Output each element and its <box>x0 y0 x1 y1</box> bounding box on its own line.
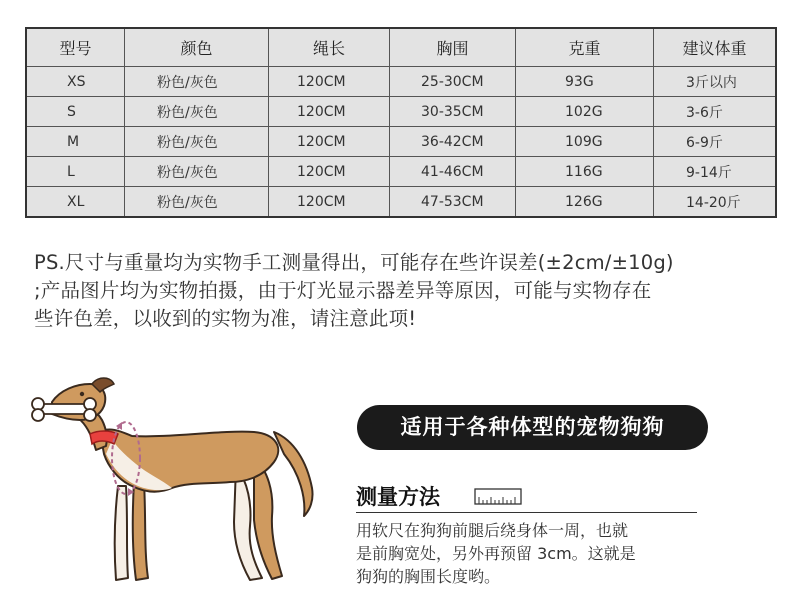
cell-color: 粉色/灰色 <box>125 97 269 127</box>
instruction-line: 狗狗的胸围长度哟。 <box>356 567 501 586</box>
cell-chest: 25-30CM <box>390 67 516 97</box>
cell-chest: 47-53CM <box>390 187 516 218</box>
table-row <box>26 127 776 157</box>
cell-weight: 116G <box>516 157 654 187</box>
cell-chest: 41-46CM <box>390 157 516 187</box>
cell-chest: 30-35CM <box>390 97 516 127</box>
ruler-icon <box>474 488 522 505</box>
cell-weight: 102G <box>516 97 654 127</box>
table-row <box>26 67 776 97</box>
header-suggested-weight: 建议体重 <box>654 28 777 67</box>
cell-suggested-weight: 6-9斤 <box>654 127 777 157</box>
measurement-note <box>34 249 779 333</box>
table-header-row <box>26 28 776 67</box>
instruction-line: 是前胸宽处，另外再预留 3cm。这就是 <box>356 544 636 563</box>
measure-title: 测量方法 <box>356 485 440 509</box>
cell-weight: 93G <box>516 67 654 97</box>
cell-model: L <box>26 157 125 187</box>
instruction-line: 用软尺在狗狗前腿后绕身体一周，也就 <box>356 521 629 540</box>
header-weight: 克重 <box>516 28 654 67</box>
cell-rope-length: 120CM <box>269 97 390 127</box>
note-line: PS.尺寸与重量均为实物手工测量得出，可能存在些许误差(±2cm/±10g) <box>34 251 674 274</box>
measure-instructions <box>356 519 716 588</box>
cell-model: XL <box>26 187 125 218</box>
header-rope-length: 绳长 <box>269 28 390 67</box>
cell-weight: 126G <box>516 187 654 218</box>
note-line: ;产品图片均为实物拍摄，由于灯光显示器差异等原因，可能与实物存在 <box>34 279 652 302</box>
cell-color: 粉色/灰色 <box>125 157 269 187</box>
note-line: 些许色差，以收到的实物为准，请注意此项! <box>34 307 417 330</box>
cell-model: M <box>26 127 125 157</box>
divider <box>356 512 697 513</box>
cell-color: 粉色/灰色 <box>125 187 269 218</box>
cell-chest: 36-42CM <box>390 127 516 157</box>
table-row <box>26 187 776 218</box>
cell-rope-length: 120CM <box>269 157 390 187</box>
cell-rope-length: 120CM <box>269 67 390 97</box>
cell-suggested-weight: 14-20斤 <box>654 187 777 218</box>
header-chest: 胸围 <box>390 28 516 67</box>
cell-weight: 109G <box>516 127 654 157</box>
cell-suggested-weight: 3-6斤 <box>654 97 777 127</box>
usage-banner: 适用于各种体型的宠物狗狗 <box>357 405 708 450</box>
table-row <box>26 157 776 187</box>
dog-illustration <box>22 370 342 593</box>
cell-rope-length: 120CM <box>269 127 390 157</box>
header-model: 型号 <box>26 28 125 67</box>
table-row <box>26 97 776 127</box>
cell-color: 粉色/灰色 <box>125 127 269 157</box>
cell-suggested-weight: 3斤以内 <box>654 67 777 97</box>
cell-suggested-weight: 9-14斤 <box>654 157 777 187</box>
size-table <box>25 27 777 218</box>
cell-color: 粉色/灰色 <box>125 67 269 97</box>
cell-model: XS <box>26 67 125 97</box>
cell-rope-length: 120CM <box>269 187 390 218</box>
header-color: 颜色 <box>125 28 269 67</box>
cell-model: S <box>26 97 125 127</box>
